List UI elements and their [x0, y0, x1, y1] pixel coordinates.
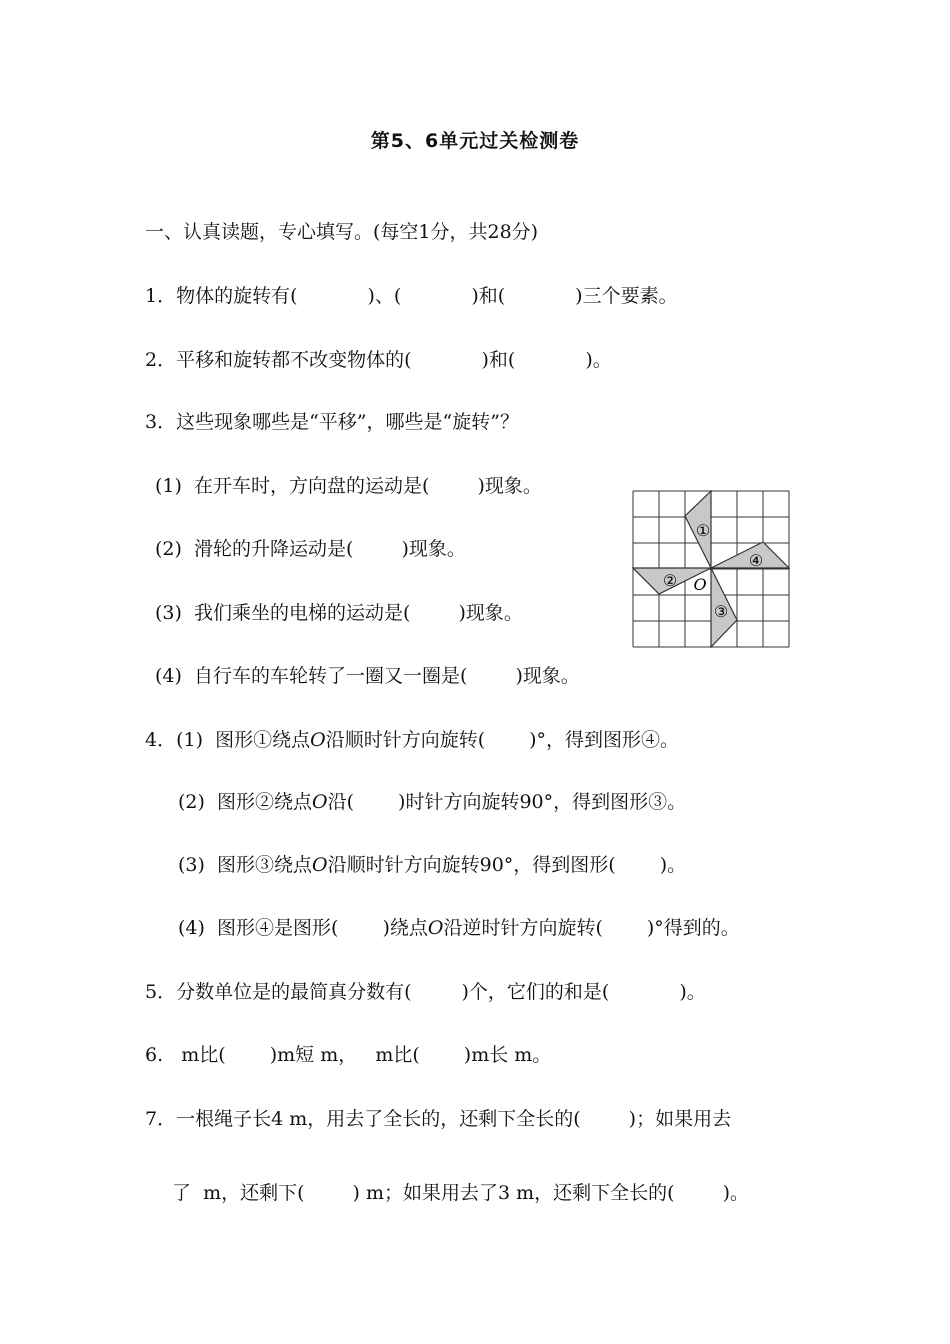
item-text: )时针方向旋转90°，得到图形③。 — [398, 791, 687, 813]
item-text: )°得到的。 — [646, 917, 740, 939]
item-text: )绕点 — [382, 917, 428, 939]
question-text: 分数单位是的最简真分数有( — [176, 981, 412, 1003]
item-text: 沿( — [327, 791, 355, 813]
question-5 — [145, 980, 706, 1004]
question-1 — [145, 284, 678, 308]
rotation-grid-figure — [632, 490, 792, 650]
item-label: (4) — [155, 665, 182, 687]
question-number: 5． — [145, 981, 177, 1003]
question-3-item-3 — [155, 601, 523, 625]
question-7-line-1 — [145, 1107, 731, 1131]
question-text: m比( — [181, 1044, 226, 1066]
item-text: )现象。 — [401, 538, 466, 560]
question-number: 3． — [145, 411, 177, 433]
item-label: (4) — [178, 917, 205, 939]
question-7-line-2 — [172, 1181, 749, 1205]
question-number: 4． — [145, 729, 177, 751]
question-text: m比( — [375, 1044, 420, 1066]
question-text: )。 — [679, 981, 706, 1003]
item-label: (3) — [155, 602, 182, 624]
question-2 — [145, 348, 612, 372]
shape-2-label: ② — [662, 571, 678, 590]
question-6 — [145, 1043, 551, 1067]
question-number: 2． — [145, 349, 177, 371]
rotation-grid-svg — [632, 490, 792, 650]
question-text: 了 — [172, 1182, 192, 1204]
item-text: )。 — [659, 854, 687, 876]
item-text: 滑轮的升降运动是( — [194, 538, 354, 560]
item-text: )现象。 — [458, 602, 523, 624]
question-3-item-1 — [155, 474, 542, 498]
question-text: m， — [320, 1044, 358, 1066]
question-4-item-1 — [145, 728, 679, 752]
question-text: 平移和旋转都不改变物体的( — [176, 349, 412, 371]
question-text: )和( — [471, 285, 506, 307]
item-label: (3) — [178, 854, 205, 876]
item-text: 图形①绕点 — [215, 729, 311, 751]
shape-4-label: ④ — [748, 551, 764, 570]
question-number: 6. — [145, 1044, 164, 1066]
question-number: 1． — [145, 285, 177, 307]
item-label: (2) — [155, 538, 182, 560]
item-text: )现象。 — [515, 665, 580, 687]
shape-3-label: ③ — [713, 602, 729, 621]
question-text: )三个要素。 — [575, 285, 678, 307]
question-text: )和( — [481, 349, 516, 371]
item-text: 在开车时，方向盘的运动是( — [194, 475, 430, 497]
center-point-label: O — [693, 575, 707, 594]
question-text: )个，它们的和是( — [461, 981, 610, 1003]
question-4-item-2 — [178, 790, 686, 814]
item-label: (2) — [178, 791, 205, 813]
item-text: 图形③绕点 — [217, 854, 313, 876]
question-4-item-3 — [178, 853, 686, 877]
section-1-heading: 一、认真读题，专心填写。(每空1分，共28分) — [145, 221, 539, 243]
point-o: O — [427, 917, 444, 939]
question-text: 一根绳子长4 m，用去了全长的，还剩下全长的( — [176, 1108, 581, 1130]
item-text: 图形④是图形( — [217, 917, 339, 939]
question-text: m，还剩下( — [203, 1182, 305, 1204]
item-text: 沿顺时针方向旋转( — [325, 729, 486, 751]
item-text: 沿顺时针方向旋转90°，得到图形( — [327, 854, 616, 876]
question-3 — [145, 410, 519, 434]
question-3-item-2 — [155, 537, 466, 561]
item-text: )现象。 — [477, 475, 542, 497]
question-text: )、( — [367, 285, 402, 307]
question-text: )；如果用去 — [628, 1108, 732, 1130]
question-text: m。 — [514, 1044, 552, 1066]
item-text: 沿逆时针方向旋转( — [443, 917, 603, 939]
question-4-item-4 — [178, 916, 740, 940]
point-o: O — [312, 854, 328, 876]
question-text: )m短 — [269, 1044, 315, 1066]
question-text: )m长 — [463, 1044, 509, 1066]
question-3-item-4 — [155, 664, 580, 688]
item-text: )°，得到图形④。 — [529, 729, 680, 751]
item-label: (1) — [155, 475, 182, 497]
item-label: (1) — [176, 729, 204, 751]
question-text: )。 — [585, 349, 612, 371]
question-text: 物体的旋转有( — [176, 285, 298, 307]
question-text: 这些现象哪些是“平移”，哪些是“旋转”？ — [176, 411, 519, 433]
page-title: 第5、6单元过关检测卷 — [370, 130, 580, 152]
item-text: 我们乘坐的电梯的运动是( — [194, 602, 411, 624]
item-text: 自行车的车轮转了一圈又一圈是( — [194, 665, 468, 687]
question-number: 7． — [145, 1108, 177, 1130]
point-o: O — [310, 729, 326, 751]
shape-1-label: ① — [695, 521, 711, 540]
question-text: ) m；如果用去了3 m，还剩下全长的( — [352, 1182, 675, 1204]
point-o: O — [312, 791, 328, 813]
question-text: )。 — [722, 1182, 749, 1204]
item-text: 图形②绕点 — [217, 791, 313, 813]
